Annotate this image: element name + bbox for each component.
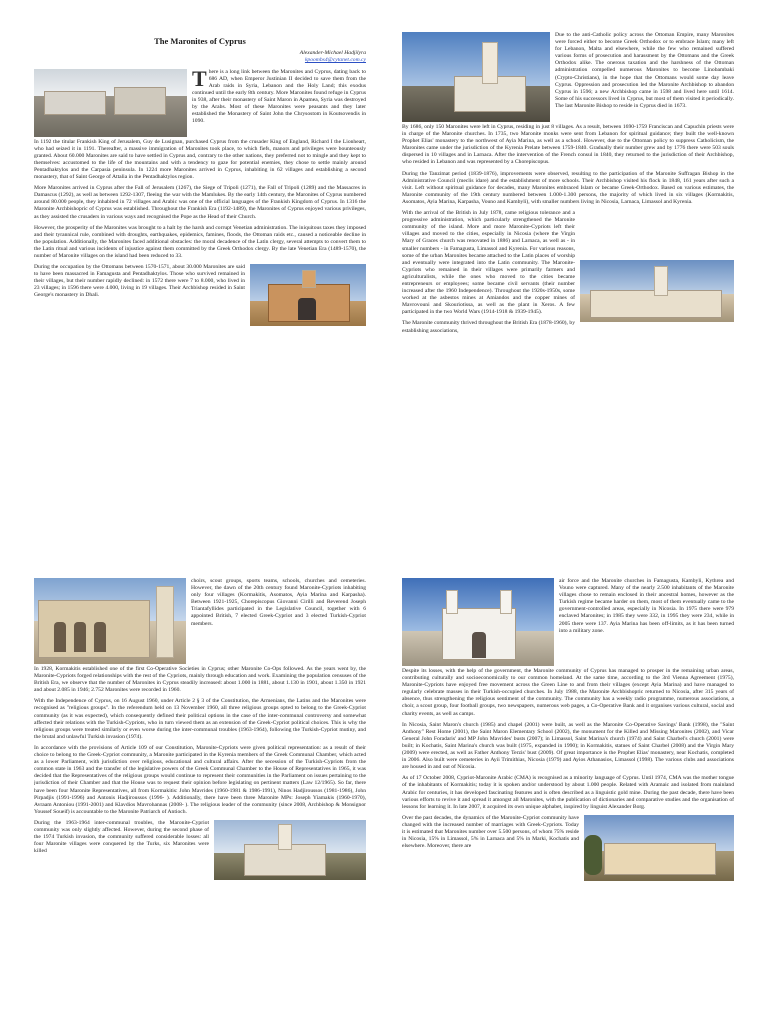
monastery-photo — [402, 32, 550, 122]
town-church-photo — [580, 260, 734, 322]
paragraph: During the 1963-1964 inter-communal troubles, the Maronite-Cypriot community was only slightly affected. However, during the second phase of the 1974 Turkish invasion, the community suffered considerable losses: all four Maronite villages were conquered by the Turks, six Maronites were killed — [34, 819, 209, 855]
paragraph: In 1928, Kormakitis established one of the first Co-Operative Societies in Cyprus; other Maronite Co-Ops followed. As the years went by, the Maronite-Cypriots forged relationships with the rest of the Cypriots, mainly through education and work. Examining the population censuses of the British Era, we observe that the number of Maronites in Cyprus steadily increased: about 1.000 in 1881, about 1.130 in 1901, about 1.350 in 1921 and about 2.085 in 1946; 2.752 Maronites were recorded in 1960. — [34, 666, 366, 694]
hillside-church-photo — [214, 820, 366, 880]
church-photo — [250, 264, 366, 326]
paragraph: During the Tanzimat period (1839-1876), improvements were observed, resulting to the participation of the Maronite Suffragan Bishop in the Administrative Council (meclis idare) and the establishment of more schools. Their Archbishop visited his flock in 1848, 161 years after such a visit. Left without spiritual guidance for decades, many Maronites embraced Islam or became Greek-Orthodox. Based on various estimates, the Maronite community of the 19th century numbered between 1.000-1.300 persons, the majority of which lived in six villages (Kormakitis, Asomatos, Ayia Marina, Karpasha, Vouno and Kambyli), with smaller numbers living in Nicosia, Larnaca, Limassol and Kyrenia. — [402, 170, 734, 205]
article-title: The Maronites of Cyprus — [154, 36, 246, 46]
paragraph: During the occupation by the Ottomans between 1570-1571, about 30.000 Maronites are said to have been massacred in Famagusta and Pentadhaktylos. Those who survived remained in their villages, but their number rapidly declined: in 1572 there were 7 to 8.000, who lived in 23 villages; in 1596 there were 4.000, living in 19 villages. Their Archbishop resided in Saint George's monastery in Dhali. — [34, 264, 245, 299]
paragraph: Due to the anti-Catholic policy across the Ottoman Empire, many Maronites were forced either to become Greek Orthodox or to embrace Islam; many left for Lebanon, Malta and elsewhere, while the few who remained suffered various forms of prosecution and harassment by the Ottomans and the Greek Orthodox alike. The onerous taxation and the harshness of the Ottoman administration compelled numerous Maronites to become Linobambaki (Crypto-Christians), in the hope that the Ottomans would some day leave Cyprus. Oppression and prosecution led the Maronite Archbishop to abandon Cyprus in 1596; a new Archbishop came in 1598 and lived here until 1614. Some of his successors lived in Cyprus, but most of them visited it periodically. The last Maronite Bishop to reside in Cyprus died in 1673. — [555, 32, 734, 109]
paragraph: With the Independence of Cyprus, on 16 August 1960, under Article 2 § 3 of the Constitution, the Armenians, the Latins and the Maronites were recognised as "religious groups". In the referendum held on 13 November 1960, all three religious groups opted to belong to the Greek-Cypriot community (as it was expected), which consequently defined their political options in the case of the inter-communal controversy and somewhat affected their relations with the Turkish-Cypriots, who in turn viewed them as an extension of the Greek-Cypriot political choices. This is why the religious groups were treated similarly or even worse during the inter-communal troubles (1963-1964), following the Turkish-Cypriot mutiny, and the brutal and unlawful Turkish invasion (1974). — [34, 698, 366, 740]
village-photo — [34, 69, 187, 137]
author-name: Alexander-Michael Hadjilyra — [299, 50, 366, 56]
paragraph: However, the prosperity of the Maronites was brought to a halt by the harsh and corrupt Venetian administration. The iniquitous taxes they imposed and their tyrannical rule, combined with droughts, earthquakes, epidemics, famines, floods, the Ottoman raids etc., caused a noticeable decline in the population. Additionally, the Maronites faced additional obstacles: the moral decadence of the Latin clergy, several attempts to convert them to the Latin ritual and various incidents of injustice against them committed by the Greek Orthodox clergy. By the late Venetian Era (1489-1570), the number of Maronite villages on the island had been reduced to 33. — [34, 224, 366, 259]
intro-paragraph: here is a long link between the Maronites and Cyprus, dating back to 686 AD, when Emperor Justinian II decided to save them from the Arab raids in Syria, Lebanon and the Holy Land; this exodus continued until the early 8th century. More Maronites found refuge in Cyprus in 938, after their monastery of Saint Maron in Apamea, Syria was destroyed by the Arabs. Most of these Maronites were peasants and they later established the Monastery of Saint John the Chrysostom in Koutsovendis in 1090. — [192, 68, 366, 125]
paragraph: The Maronite community thrived throughout the British Era (1878-1960), by establishing associations, — [402, 320, 575, 334]
paragraph: With the arrival of the British in July 1878, came religious tolerance and a progressive administration, which particularly strengthened the Maronite community of the island. More and more Maronite-Cypriots left their villages and moved to the cities, especially in Nicosia (where the Virgin Mary of Graces church was renovated in 1886) and Larnaca, as well as - in smaller numbers - in Famagusta, Limassol and Kyrenia. For various reasons, some of the urban Maronites became attached to the Latin places of worship and eventually were integrated into the Latin community. The Maronite-Cypriots who remained in their villages were primarily farmers and agriculturalists, while the ones who moved to the cities became entrepreneurs or employees; some became civil servants (their number increased after the 1960 Independence). Throughout the 1920s-1950s, some worked at the asbestos mines at Amiandos and the copper mines of Mavrovouni and Skouriotissa, as well as the plant in Xeros. A few participated in the two World Wars (1914-1918 & 1939-1945). — [402, 210, 575, 316]
paragraph: choirs, scout groups, sports teams, schools, churches and cemeteries. However, the dawn of the 20th century found Maronite-Cypriots inhabiting only four villages (Kormakitis, Asomatos, Ayia Marina and Karpasha). Between 1921-1925, Chorepiscopus Giovanni Cirilli and Reverend Joseph Triantafyllides participated in the Legislative Council, together with 6 appointed British, 7 elected Greek-Cypriot and 3 elected Turkish-Cypriot members. — [191, 578, 366, 627]
page-2 — [402, 32, 734, 502]
paragraph: In accordance with the provisions of Article 109 of our Constitution, Maronite-Cypriots were given political representation: as a result of their choice to belong to the Greek-Cypriot community, a Maronite participated in the Kyrenia members of the Greek Communal Chamber, which acted as a lower Parliament, with jurisdiction over religious, educational and cultural affairs. After the secession of the Turkish-Cypriots from the common state in 1963 and the transfer of the legislative powers of the Greek Communal Chamber to the House of Representatives in 1965, it was decided that the Representatives of the religious groups would continue to represent their communities in the Parliament on issues pertaining to the jurisdiction of their Chamber and that the House was to request their opinion before legislating on pertinent matters (Law 12/1965). So far, there have been four Maronite Representatives, all from Kormakitis: John Mavrides (1960-1981 & 1986-1991), Ninos Hadjiroussos (1981-1986), John Pirpadjis (1991-1996) and Antonis Hadjiroussos (1996- ). Additionally, there have been three Maronite MPs: Joseph Yiamakis (1960-1970), Avraam Antoniou (1991-2001) and Klavdios Mavrohannas (2008- ). The religious leader of the community (since 2008, Archbishop & Monsignor Youssef Soueif) is accountable to the Maronite Patriarch of Antioch. — [34, 744, 366, 815]
paragraph: As of 17 October 2008, Cypriot-Maronite Arabic (CMA) is recognised as a minority language of Cyprus. Until 1974, CMA was the mother tongue of the inhabitants of Kormakitis; today it is spoken and/or understood by about 1.000 people. Related with Aramaic and isolated from mainland Arabic for centuries, it has developed fascinating features and is often described as a linguistic gold mine. During the past decade, there have been various efforts to revive it and spread it amongst all Maronites, with the publication of dictionaries and comparative studies and the organisation of lessons for learning it. In late 2007, it acquired its own unique alphabet, inspired by linguist Alexander Borg. — [402, 775, 734, 810]
drop-cap: T — [192, 65, 207, 91]
page-3 — [34, 578, 366, 1024]
paragraph: By 1686, only 150 Maronites were left in Cyprus, residing in just 8 villages. As a result, between 1690-1759 Franciscan and Capuchin priests were in charge of the Maronite churches. In 1735, two Maronite monks were sent from Lebanon for spiritual guidance; they built the well-known Prophet Elias' monastery to the northwest of Ayia Marina, as well as a school. However, due to the Ottoman policy to suppress Catholicism, the Maronites came under the jurisdiction of the Kyrenia Prelate between 1759-1840. Gradually their number grew and by 1776 there were 503 souls dispersed in 10 villages and in Larnaca. After the intervention of the French consul in 1840, they returned to the jurisdiction of their Archbishop, who resided in Lebanon and was represented by a Chorepiscopus. — [402, 124, 734, 166]
paragraph: More Maronites arrived in Cyprus after the Fall of Jerusalem (1267), the Siege of Tripoli (1271), the Fall of Tripoli (1289) and the Massacres in Damascus (1292), as well as between 1292-1307, fleeing the war with the Mamlukes. By the early 14th century, the Maronites of Cyprus numbered around 80.000 people, they inhabited in 72 villages and Arabic was one of the official languages of the Frankish Kingdom of Cyprus. In 1316 the Maronite Archbishopric of Cyprus was established. Throughout the Frankish Era (1192-1489), the Maronites of Cyprus enjoyed various privileges, as they assisted the crusaders in various ways and recognised the Pope as the Head of their Church. — [34, 185, 366, 220]
monastery-complex-photo — [584, 815, 734, 881]
paragraph: Despite its losses, with the help of the government, the Maronite community of Cyprus has managed to prosper in the remaining urban areas, contributing culturally and socioeconomically to our common homeland. At the same time, according to the 3rd Vienna Agreement (1975), Maronite-Cypriots have enjoyed free movement across the Green Line to and from their villages (except Ayia Marina) and have managed to regularly celebrate masses in their Turkish-occupied churches. In July 1988, the Maronite Archbishopric returned to Nicosia, after 315 years of absence, thus strengthening the religious sentiment of the community. The community has a weekly radio programme, numerous associations, a choir, a scout group, four football groups, two newspapers, numerous web pages, a Co-Operative Bank and it organises various cultural, social and charity events, as well as camps. — [402, 668, 734, 717]
white-church-photo — [402, 578, 554, 666]
paragraph: In 1192 the titular Frankish King of Jerusalem, Guy de Lusignan, purchased Cyprus from the crusader King of England, Richard I the Lionheart, who had seized it in 1191. Thereafter, a massive immigration of Maronites took place, to which fiefs, manors and privileges were bounteously granted. About 60.000 Maronites are said to have settled in Cyprus and, contrary to the other nations, they preferred not to mingle and they kept to themselves: accustomed to the life of the mountains and with a tendency to gaze for potential enemies, they chose to settle mainly around Pentadhaktylos and the Carpasia peninsula. In 1224 more Maronites arrived in Cyprus, inhabiting in 62 villages and establishing a second monastery, that of Saint George of Attalia in the Pentadhaktylos region. — [34, 138, 366, 181]
page-4 — [402, 578, 734, 1024]
page-1 — [34, 32, 366, 472]
paragraph: air force and the Maronite churches in Famagusta, Kambyli, Kythrea and Vouno were captured. Many of the nearly 2.500 inhabitants of the Maronite villages chose to remain enclosed in their ancestral homes, however as the Turkish regime became harder on them, most of them eventually came to the government-controlled areas, especially in Nicosia. In 1975 there were 979 enclaved Maronites; in 1985 they were 332, in 1995 they were 234, while in 2005 there were 137. Ayia Marina has been off-limits, as it has been turned into a military zone. — [559, 578, 734, 634]
paragraph: In Nicosia, Saint Maron's church (1985) and chapel (2001) were built, as well as the Maronite Co-Operative Savings' Bank (1998), the "Saint Anthony" Rest Home (2001), the Saint Maron Elementary School (2002), the monument for the Killed and Missing Maronites (2002), and Vicar General John Foradaris' and MP John Mavrides' busts (2007); in Limassol, Saint Marina's church (1974) and Saint Charbel's church (2001) were built; in Kochatis, Saint Marina's church was built (1975, expanded in 1990); in Kormakitis, statues of Saint Charbel (2008) and the Virgin Mary (2009) were erected, as well as Father Anthony Terzis' bust (2009). Of great importance is the Prophet Elias' monastery, near Kochatis, completed in 2006. Also built were cemeteries in Ayii Trimithias, Nicosia (1979) and Ayios Athanasios, Limassol (1998). The various clubs and associations are housed in and out of Nicosia. — [402, 721, 734, 771]
author-email-link[interactable]: kpoombs4@cytanet.com.cy — [304, 56, 366, 63]
paragraph: Over the past decades, the dynamics of the Maronite-Cypriot community have changed with the increased number of marriages with Greek-Cypriots. Today it is estimated that Maronites number over 5.500 persons, of whom 75% reside in Nicosia, 15% in Limassol, 5% in Larnaca and 5% in Marki, Kochatis and elsewhere. Moreover, there are — [402, 814, 579, 850]
modern-church-photo — [34, 578, 186, 664]
